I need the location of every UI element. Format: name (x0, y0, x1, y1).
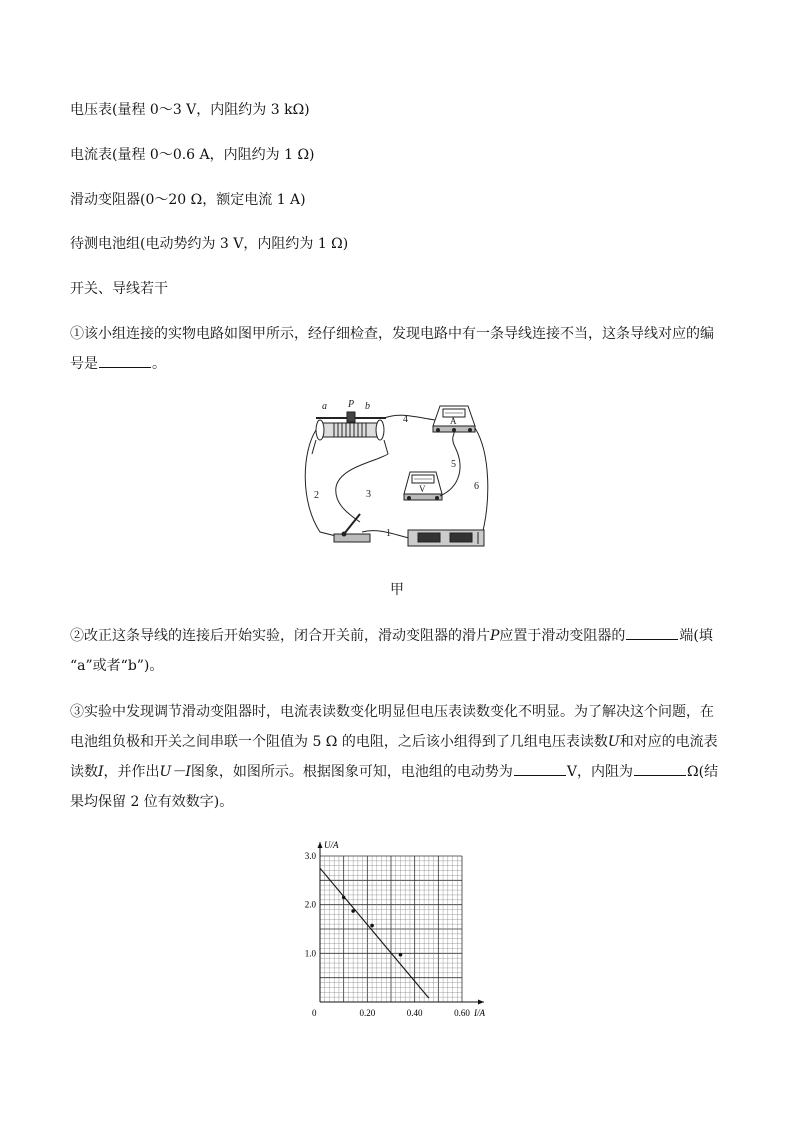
circuit-diagram (300, 392, 500, 552)
wire-4 (384, 415, 435, 420)
x-tick-label: 0.60 (454, 1008, 470, 1018)
label-p: P (348, 399, 355, 410)
data-point (351, 909, 355, 913)
label-wire-2: 2 (314, 490, 319, 501)
y-axis-arrow (318, 842, 323, 848)
label-ammeter: A (450, 416, 457, 426)
fit-line (320, 868, 429, 998)
label-wire-4: 4 (403, 414, 408, 425)
chart-axes (318, 842, 485, 1005)
y-tick-label: 2.0 (304, 899, 316, 910)
question-2 (70, 621, 724, 681)
u-i-chart (290, 838, 510, 1023)
chart-grid (320, 856, 462, 1002)
question-2-text-mid: 应置于滑动变阻器的 (499, 628, 626, 644)
wire-2 (305, 430, 340, 537)
question-3-line4: 果均保留 2 位有效数字)。 (70, 794, 234, 810)
y-tick-label: 1.0 (304, 948, 316, 959)
figure-caption: 甲 (390, 582, 404, 598)
question-3-line1: ③实验中发现调节滑动变阻器时，电流表读数变化明显但电压表读数变化不明显。为了解决这个问题，在 (70, 704, 714, 720)
question-1-line2: 号是 (70, 356, 98, 372)
question-3-line2-end: 和对应的电流表 (619, 734, 718, 750)
equipment-ammeter: 电流表(量程 0～0.6 A，内阻约为 1 Ω) (70, 147, 315, 163)
y-axis-label: U/A (324, 840, 339, 850)
slider-p (347, 412, 355, 422)
question-2-text: ②改正这条导线的连接后开始实验，闭合开关前，滑动变阻器的滑片 (70, 628, 490, 644)
question-3-line3-d: V，内阻为 (566, 764, 633, 780)
x-axis-label: I/A (474, 1008, 485, 1018)
question-2-slider-p: P (490, 628, 500, 644)
label-voltmeter: V (419, 484, 426, 494)
x-tick-label: 0.40 (406, 1008, 423, 1018)
question-3-line3-e: Ω(结 (687, 764, 719, 780)
question-1-line1: ①该小组连接的实物电路如图甲所示，经仔细检查，发现电路中有一条导线连接不当，这条导线对应的编 (70, 326, 714, 342)
equipment-battery: 待测电池组(电动势约为 3 V，内阻约为 1 Ω) (70, 236, 349, 252)
question-3 (70, 697, 724, 817)
y-tick-label: 3.0 (304, 851, 316, 861)
question-3-line3: 读数 (70, 764, 98, 780)
x-axis-arrow (478, 1000, 484, 1005)
chart-marks (320, 868, 429, 998)
answer-blank-resistance[interactable] (634, 761, 686, 776)
data-point (370, 924, 374, 928)
label-a: a (322, 401, 327, 412)
symbol-u-i: U－I (159, 764, 191, 780)
answer-blank-slider-end[interactable] (626, 625, 678, 640)
equipment-rheostat: 滑动变阻器(0～20 Ω，额定电流 1 A) (70, 192, 306, 208)
data-point (399, 953, 403, 957)
label-b: b (365, 401, 370, 412)
label-wire-5: 5 (451, 459, 456, 470)
answer-blank-wire-number[interactable] (99, 353, 151, 368)
question-2-text-end: 端(填 (679, 628, 713, 644)
question-3-line2: 电池组负极和开关之间串联一个阻值为 5 Ω 的电阻，之后该小组得到了几组电压表读数 (70, 734, 608, 750)
equipment-switch-wires: 开关、导线若干 (70, 281, 168, 297)
answer-blank-emf[interactable] (514, 761, 566, 776)
question-1 (70, 319, 724, 379)
wire-5 (440, 432, 460, 496)
x-tick-label: 0.20 (359, 1008, 376, 1018)
symbol-i: I (98, 764, 104, 780)
wire-3 (336, 454, 388, 522)
data-point (342, 896, 346, 900)
battery-pack (408, 530, 484, 546)
origin-label: 0 (312, 1008, 317, 1018)
label-wire-3: 3 (366, 489, 371, 500)
label-wire-6: 6 (474, 481, 479, 492)
equipment-voltmeter: 电压表(量程 0～3 V，内阻约为 3 kΩ) (70, 102, 310, 118)
question-3-line3-b: ，并作出 (103, 764, 160, 780)
symbol-u: U (607, 734, 620, 750)
question-1-end: 。 (152, 356, 166, 372)
question-3-line3-c: 图象，如图所示。根据图象可知，电池组的电动势为 (190, 764, 513, 780)
switch (334, 514, 370, 542)
question-2-line2: “a”或者“b”)。 (70, 658, 164, 674)
label-wire-1: 1 (386, 528, 391, 539)
